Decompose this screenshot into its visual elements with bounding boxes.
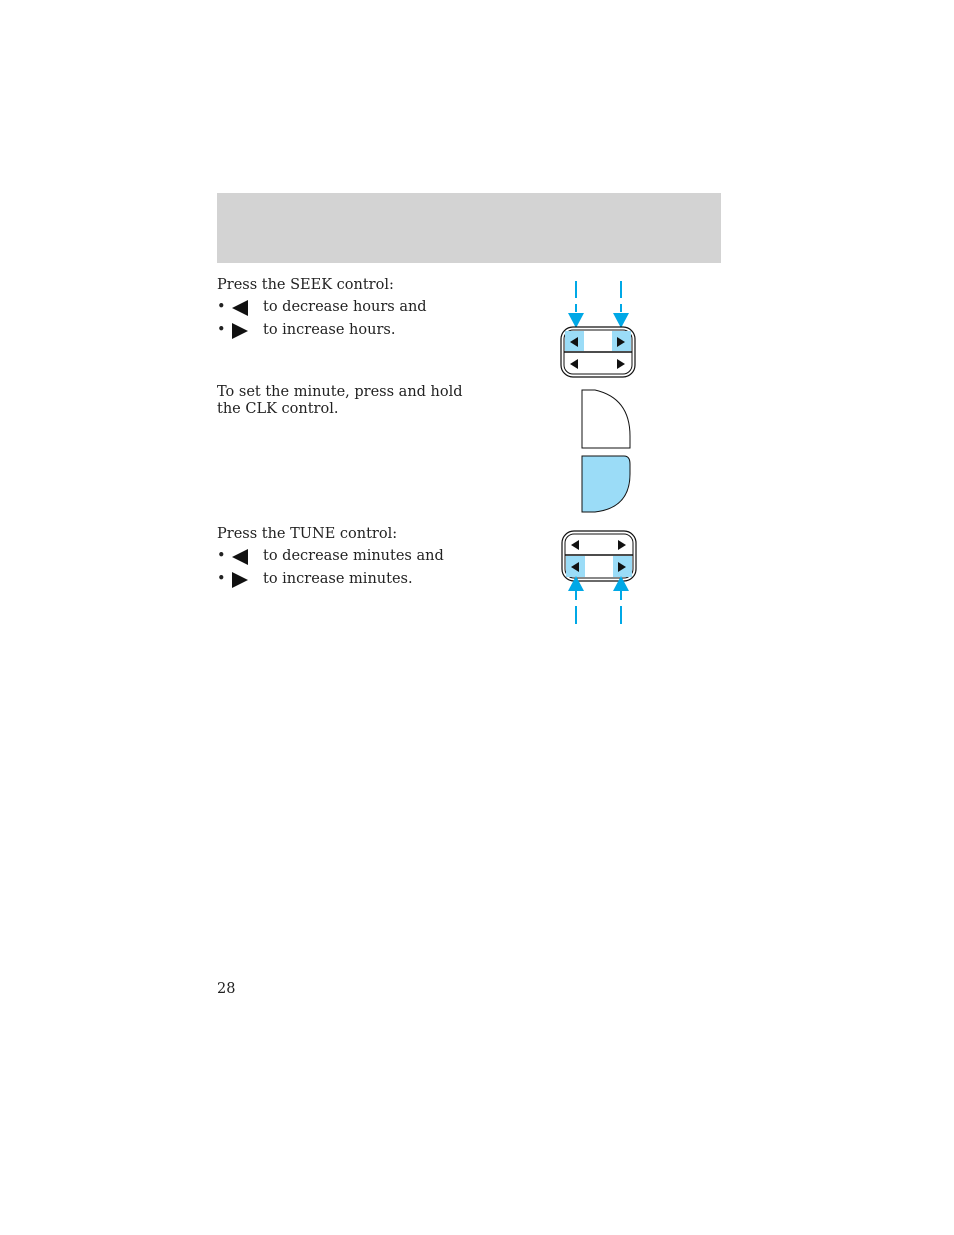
pointer-arrow-right: [613, 281, 629, 328]
tune-decrease-text: to decrease minutes and: [263, 548, 444, 564]
right-triangle-icon: [231, 323, 251, 339]
pointer-arrow-right: [613, 576, 629, 624]
tune-intro: Press the TUNE control:: [217, 526, 398, 542]
clk-line-2: the CLK control.: [217, 401, 339, 417]
rocker-switch: [561, 327, 635, 377]
clk-line-1: To set the minute, press and hold: [217, 384, 463, 400]
clk-button-highlighted: [582, 456, 630, 512]
left-triangle-icon: [231, 300, 251, 316]
rocker-switch: [562, 531, 636, 581]
list-item: [217, 296, 427, 319]
upper-button: [582, 390, 630, 448]
clk-instructions: [217, 384, 463, 418]
page-number: 28: [217, 981, 236, 997]
bullet: •: [217, 299, 226, 315]
clk-control-illustration: [577, 386, 637, 516]
header-band: [217, 193, 721, 263]
bullet: •: [217, 322, 226, 338]
pointer-arrow-left: [568, 576, 584, 624]
seek-intro: Press the SEEK control:: [217, 277, 394, 293]
list-item: [217, 568, 444, 591]
list-item: [217, 319, 427, 342]
tune-control-illustration: [555, 528, 645, 628]
seek-decrease-text: to decrease hours and: [263, 299, 427, 315]
bullet: •: [217, 548, 226, 564]
seek-control-illustration: [555, 278, 645, 380]
seek-instructions: [217, 277, 427, 342]
tune-increase-text: to increase minutes.: [263, 571, 413, 587]
left-triangle-icon: [231, 549, 251, 565]
tune-instructions: [217, 526, 444, 591]
list-item: [217, 545, 444, 568]
pointer-arrow-left: [568, 281, 584, 328]
seek-increase-text: to increase hours.: [263, 322, 396, 338]
bullet: •: [217, 571, 226, 587]
right-triangle-icon: [231, 572, 251, 588]
